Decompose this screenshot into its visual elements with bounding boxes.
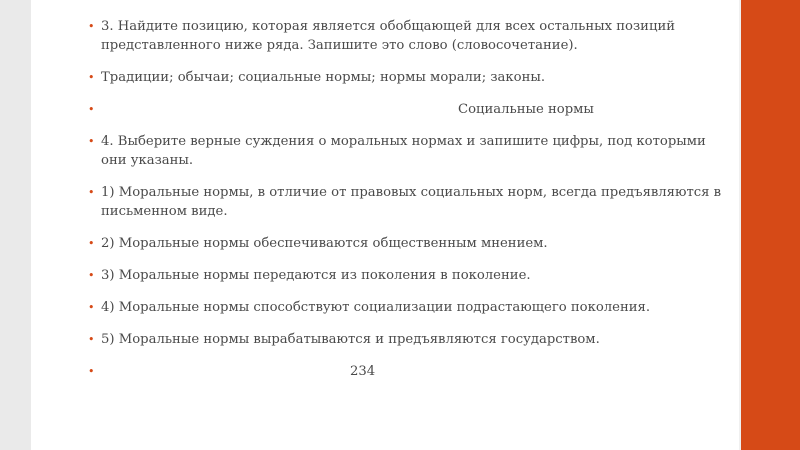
bullet-icon: • [88,365,95,378]
bullet-icon: • [88,269,95,282]
task-3-options [88,68,728,87]
task-4-statement-4 [88,298,728,317]
task-3-answer-text: Социальные нормы [458,102,594,117]
task-4-answer [88,362,728,381]
statement-4-text: 4) Моральные нормы способствуют социализации подрастающего поколения. [101,300,651,315]
bullet-icon: • [88,20,95,33]
bullet-icon: • [88,71,95,84]
statement-3-text: 3) Моральные нормы передаются из поколения в поколение. [101,268,531,283]
bullet-icon: • [88,135,95,148]
bullet-icon: • [88,237,95,250]
task-4-statement-3 [88,266,728,285]
task-3-question [88,17,728,55]
task-3-question-text: 3. Найдите позицию, которая является обобщающей для всех остальных позиций представленного ниже ряда. Запишите это слово (словосочетание). [101,19,676,53]
task-4-statement-5 [88,330,728,349]
task-4-answer-text: 234 [350,364,376,379]
left-decorative-band [0,0,31,450]
bullet-icon: • [88,301,95,314]
bullet-icon: • [88,103,95,116]
task-4-question [88,132,728,170]
bullet-icon: • [88,333,95,346]
task-4-question-text: 4. Выберите верные суждения о моральных нормах и запишите цифры, под которыми они указаны. [101,134,706,168]
task-3-answer [88,100,728,119]
right-accent-band [741,0,800,450]
statement-5-text: 5) Моральные нормы вырабатываются и предъявляются государством. [101,332,600,347]
statement-1-text: 1) Моральные нормы, в отличие от правовых социальных норм, всегда предъявляются в письменном виде. [101,185,722,219]
task-4-statement-2 [88,234,728,253]
task-4-statement-1 [88,183,728,221]
bullet-icon: • [88,186,95,199]
slide-bullet-list [88,17,728,394]
statement-2-text: 2) Моральные нормы обеспечиваются общественным мнением. [101,236,548,251]
task-3-options-text: Традиции; обычаи; социальные нормы; нормы морали; законы. [101,70,546,85]
